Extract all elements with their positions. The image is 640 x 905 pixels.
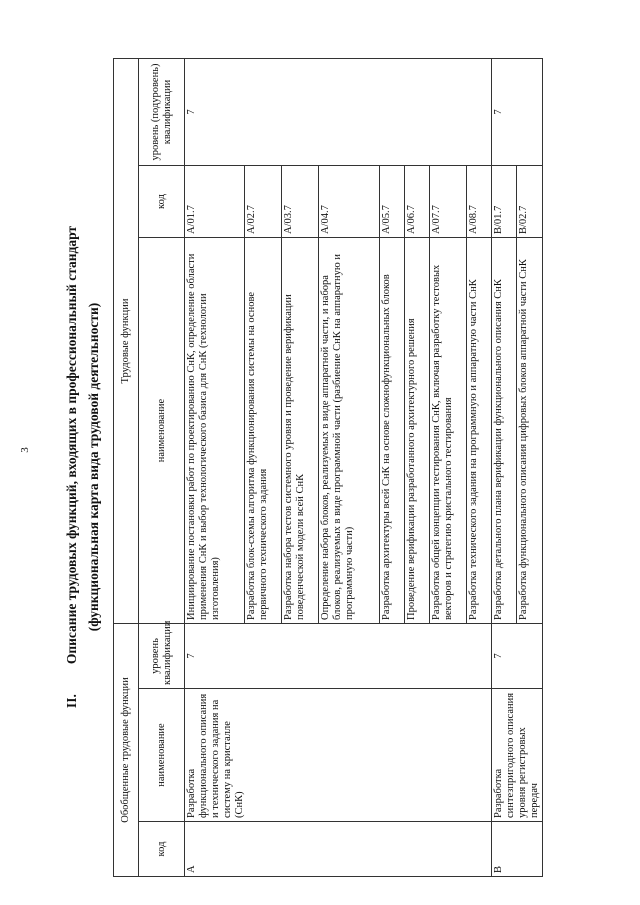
- function-name-cell: Разработка архитектуры всей СнК на основе сложнофункциональных блоков: [380, 238, 405, 624]
- section-title-text: Описание трудовых функций, входящих в профессиональный стандарт: [64, 225, 79, 665]
- generalized-level-cell: 7: [492, 624, 543, 689]
- function-code-cell: A/02.7: [245, 166, 282, 238]
- page-number: 3: [18, 447, 31, 453]
- function-sublevel-cell: 7: [185, 58, 492, 165]
- function-name-cell: Разработка детального плана верификации функционального описания СнК: [492, 238, 517, 624]
- header-labor-functions: Трудовые функции: [114, 58, 139, 623]
- function-code-cell: B/02.7: [517, 166, 543, 238]
- generalized-name-cell: Разработка синтезпригодного описания уровня регистровых передач: [492, 689, 543, 822]
- function-code-cell: A/08.7: [467, 166, 492, 238]
- function-code-cell: A/04.7: [319, 166, 380, 238]
- table-row: [185, 58, 245, 876]
- page-content: [28, 57, 578, 877]
- header-row-columns: [139, 58, 185, 876]
- header-level: уровень квалификации: [139, 624, 185, 689]
- function-name-cell: Инициирование постановки работ по проектированию СнК, определение области применения СнК и выбор технологического базиса для СнК (технологии изготовления): [185, 238, 245, 624]
- generalized-name-cell: Разработка функционального описания и технического задания на систему на кристалле (СнК): [185, 689, 492, 822]
- function-sublevel-cell: 7: [492, 58, 543, 165]
- function-name-cell: Разработка общей концепции тестирования СнК, включая разработку тестовых векторов и стратегию кристального тестирования: [430, 238, 467, 624]
- header-function-code: код: [139, 166, 185, 238]
- header-sublevel: уровень (подуровень) квалификации: [139, 58, 185, 165]
- function-code-cell: A/07.7: [430, 166, 467, 238]
- function-code-cell: A/03.7: [282, 166, 319, 238]
- generalized-level-cell: 7: [185, 624, 492, 689]
- function-name-cell: Разработка блок-схемы алгоритма функционирования системы на основе первичного технического задания: [245, 238, 282, 624]
- function-name-cell: Разработка технического задания на программную и аппаратную части СнК: [467, 238, 492, 624]
- section-subtitle: (функциональная карта вида трудовой деятельности): [86, 302, 101, 632]
- header-code: код: [139, 822, 185, 877]
- functional-map-table: [113, 58, 543, 877]
- function-code-cell: A/01.7: [185, 166, 245, 238]
- function-name-cell: Определение набора блоков, реализуемых в виде аппаратной части, и набора блоков, реализуемых в виде программной части (разбиение СнК на аппаратную и программную части): [319, 238, 380, 624]
- section-title: [63, 57, 81, 877]
- generalized-code-cell: B: [492, 822, 543, 877]
- function-name-cell: Разработка набора тестов системного уровня и проведение верификации поведенческой модели всей СнК: [282, 238, 319, 624]
- generalized-code-cell: A: [185, 822, 492, 877]
- function-code-cell: A/05.7: [380, 166, 405, 238]
- header-name: наименование: [139, 689, 185, 822]
- function-name-cell: Проведение верификации разработанного архитектурного решения: [405, 238, 430, 624]
- section-number: II.: [64, 694, 79, 709]
- function-code-cell: A/06.7: [405, 166, 430, 238]
- function-code-cell: B/01.7: [492, 166, 517, 238]
- table-row: [492, 58, 517, 876]
- header-function-name: наименование: [139, 238, 185, 624]
- header-generalized-functions: Обобщенные трудовые функции: [114, 624, 139, 877]
- function-name-cell: Разработка функционального описания цифровых блоков аппаратной части СнК: [517, 238, 543, 624]
- header-row-groups: [114, 58, 139, 876]
